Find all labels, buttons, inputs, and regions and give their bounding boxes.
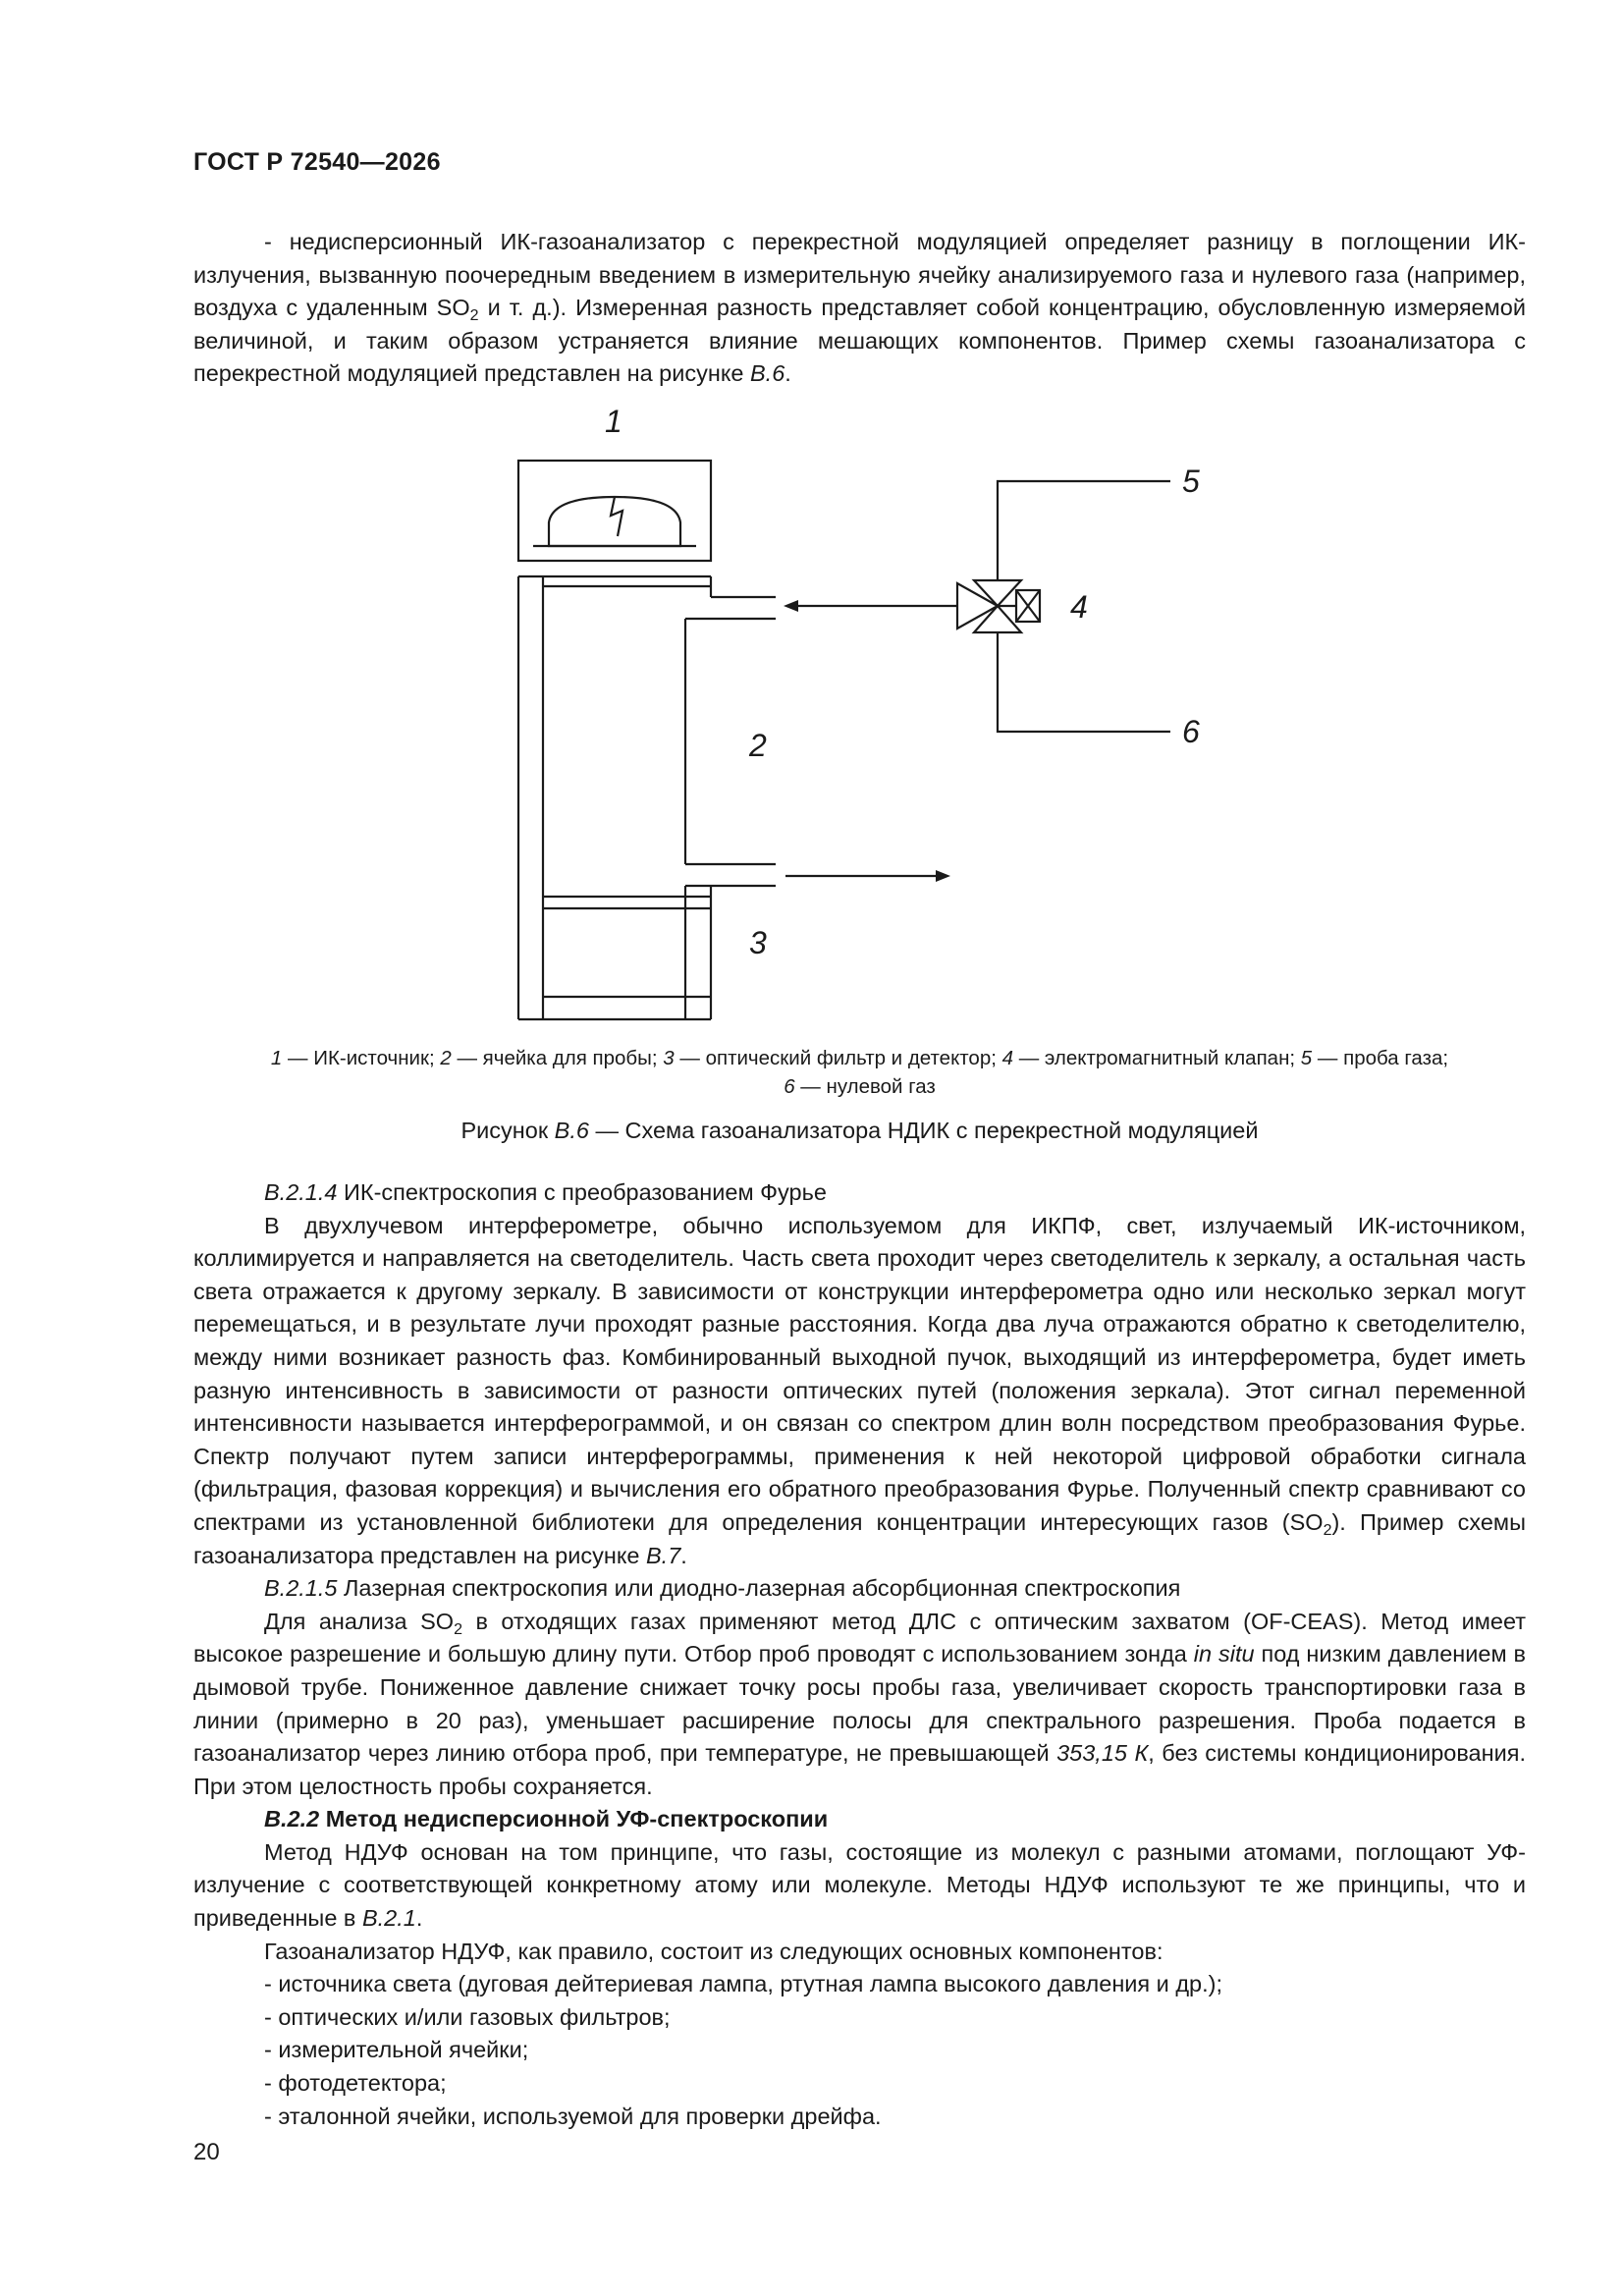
section-title: ИК-спектроскопия с преобразованием Фурье [337, 1179, 827, 1205]
list-item: - измерительной ячейки; [264, 2037, 529, 2063]
section-number: В.2.2 [264, 1806, 320, 1832]
label-5: 5 [1182, 464, 1200, 499]
paragraph-text: В двухлучевом интерферометре, обычно используемом для ИКПФ, свет, излучаемый ИК-источником, коллимируется и направляется на светоделитель. Часть света проходит через светоделитель к зеркалу, а остальная часть света отражается к другому зеркалу. В зависимости от конструкции интерферометра одно или несколько зеркал могут перемещаться, и в результате лучи проходят разные расстояния. Когда два луча отражаются обратно к светоделителю, между ними возникает разность фаз. Комбинированный выходной пучок, выходящий из интерферометра, будет иметь разную интенсивность в зависимости от разности оптических путей (положения зеркала). Этот сигнал переменной интенсивности называется интерферограммой, и он связан со спектром длин волн посредством преобразования Фурье. Спектр получают путем записи интерферограммы, применения к ней некоторой цифровой обработки сигнала (фильтрация, фазовая коррекция) и вычисления его обратного преобразования Фурье. Полученный спектр сравнивают со спектрами из установленной библиотеки для определения концентрации интересующих газов (SO [193, 1212, 1526, 1535]
zero-gas-line [998, 632, 1170, 732]
paragraph-text: Для анализа SO [264, 1608, 455, 1634]
caption-text: — Схема газоанализатора НДИК с перекрестной модуляцией [588, 1118, 1259, 1143]
legend-num: 1 [270, 1047, 283, 1069]
page-number: 20 [193, 2139, 220, 2165]
paragraph-text: в отходящих газах применяют метод ДЛС с оптическим захватом (OF-CEAS). Метод имеет высокое разрешение и большую длину пути. Отбор проб проводят с использованием зонда [193, 1608, 1527, 1667]
legend-num: 6 [784, 1075, 795, 1098]
section-heading-b215 [193, 1572, 1526, 1606]
outlet-arrowhead [936, 870, 950, 882]
so2-subscript: 2 [1323, 1521, 1332, 1539]
valve-triangle-left [957, 583, 998, 629]
so2-subscript: 2 [469, 307, 479, 325]
label-4: 4 [1070, 589, 1088, 625]
valve-triangle-top [974, 580, 1021, 606]
legend-text: — нулевой газ [794, 1075, 936, 1098]
ndir-schematic-diagram [501, 393, 1217, 1021]
so2-subscript: 2 [454, 1620, 462, 1638]
legend-num: 5 [1300, 1047, 1313, 1069]
paragraph-b22-1 [193, 1836, 1526, 1936]
inlet-arrowhead [784, 600, 798, 612]
label-6: 6 [1182, 714, 1200, 749]
legend-text: — оптический фильтр и детектор; [674, 1047, 1002, 1069]
paragraph-text: Метод НДУФ основан на том принципе, что газы, состоящие из молекул с разными атомами, поглощают УФ-излучение с соответствующей конкретному атому или молекуле. Методы НДУФ используют те же принципы, что и приведенные в [193, 1838, 1526, 1932]
legend-num: 4 [1001, 1047, 1014, 1069]
valve-triangle-bottom [974, 606, 1021, 632]
paragraph-text: под низким давлением в дымовой трубе. Пониженное давление снижает точку росы пробы газа, увеличивает скорость транспортировки газа в линии (примерно в 20 раз), уменьшает расширение полосы для спектрального разрешения. Проба подается в газоанализатор через линию отбора проб, при температуре, не превышающей [193, 1641, 1526, 1767]
section-reference: В.2.1 [361, 1905, 416, 1932]
list-item: - фотодетектора; [264, 2070, 447, 2097]
figure-caption [193, 1116, 1526, 1145]
section-heading-b214 [193, 1176, 1526, 1210]
legend-text: — проба газа; [1312, 1047, 1449, 1069]
section-number: В.2.1.5 [264, 1575, 338, 1602]
figure-legend [193, 1044, 1526, 1101]
intro-text-end: . [784, 360, 791, 387]
ir-source-filament [611, 497, 622, 536]
legend-num: 2 [440, 1047, 452, 1069]
label-2: 2 [749, 728, 767, 763]
paragraph-text: , без системы кондиционирования. При этом целостность пробы сохраняется. [193, 1740, 1526, 1799]
legend-text: — ИК-источник; [282, 1047, 441, 1069]
section-title: Лазерная спектроскопия или диодно-лазерная абсорбционная спектроскопия [337, 1575, 1181, 1602]
paragraph-text: . [680, 1542, 687, 1568]
ir-lamp-dome [549, 497, 680, 546]
paragraph-b22-2: Газоанализатор НДУФ, как правило, состоит из следующих основных компонентов: [264, 1938, 1163, 1964]
temperature-value: 353,15 К [1056, 1740, 1149, 1767]
section-heading-b22 [193, 1803, 1526, 1836]
paragraph-b215 [193, 1606, 1526, 1804]
in-situ-term: in situ [1193, 1641, 1255, 1667]
legend-text: — ячейка для пробы; [451, 1047, 664, 1069]
label-3: 3 [749, 925, 767, 960]
caption-prefix: Рисунок [460, 1118, 555, 1143]
caption-ref: В.6 [554, 1118, 589, 1143]
paragraph-text: ). Пример схемы газоанализатора представлен на рисунке [193, 1508, 1526, 1568]
sample-gas-line [998, 481, 1170, 580]
legend-text: — электромагнитный клапан; [1013, 1047, 1301, 1069]
intro-text [193, 226, 1526, 391]
figure-reference: В.6 [749, 360, 785, 387]
legend-num: 3 [663, 1047, 675, 1069]
paragraph-text: . [415, 1905, 423, 1932]
list-item: - оптических и/или газовых фильтров; [264, 2003, 671, 2030]
list-item: - эталонной ячейки, используемой для проверки дрейфа. [264, 2103, 882, 2129]
section-title: Метод недисперсионной УФ-спектроскопии [319, 1806, 829, 1832]
section-number: В.2.1.4 [264, 1179, 338, 1205]
list-item: - источника света (дуговая дейтериевая лампа, ртутная лампа высокого давления и др.); [264, 1971, 1222, 1997]
figure-reference: В.7 [645, 1542, 681, 1568]
label-1: 1 [605, 404, 622, 439]
intro-paragraph [193, 226, 1526, 391]
body-text [193, 1176, 1526, 2133]
intro-text-a: - недисперсионный ИК-газоанализатор с перекрестной модуляцией определяет разницу в поглощении ИК-излучения, вызванную поочередным введением в измерительную ячейку анализируемого газа и нулевого газа (например, воздуха с удаленным SO [193, 229, 1526, 321]
document-header: ГОСТ Р 72540—2026 [193, 148, 441, 176]
intro-text-b: и т. д.). Измеренная разность представляет собой концентрацию, обусловленную измеряемой величиной, и таким образом устраняется влияние мешающих компонентов. Пример схемы газоанализатора с перекрестной модуляцией представлен на рисунке [193, 295, 1526, 387]
paragraph-b214 [193, 1210, 1526, 1573]
